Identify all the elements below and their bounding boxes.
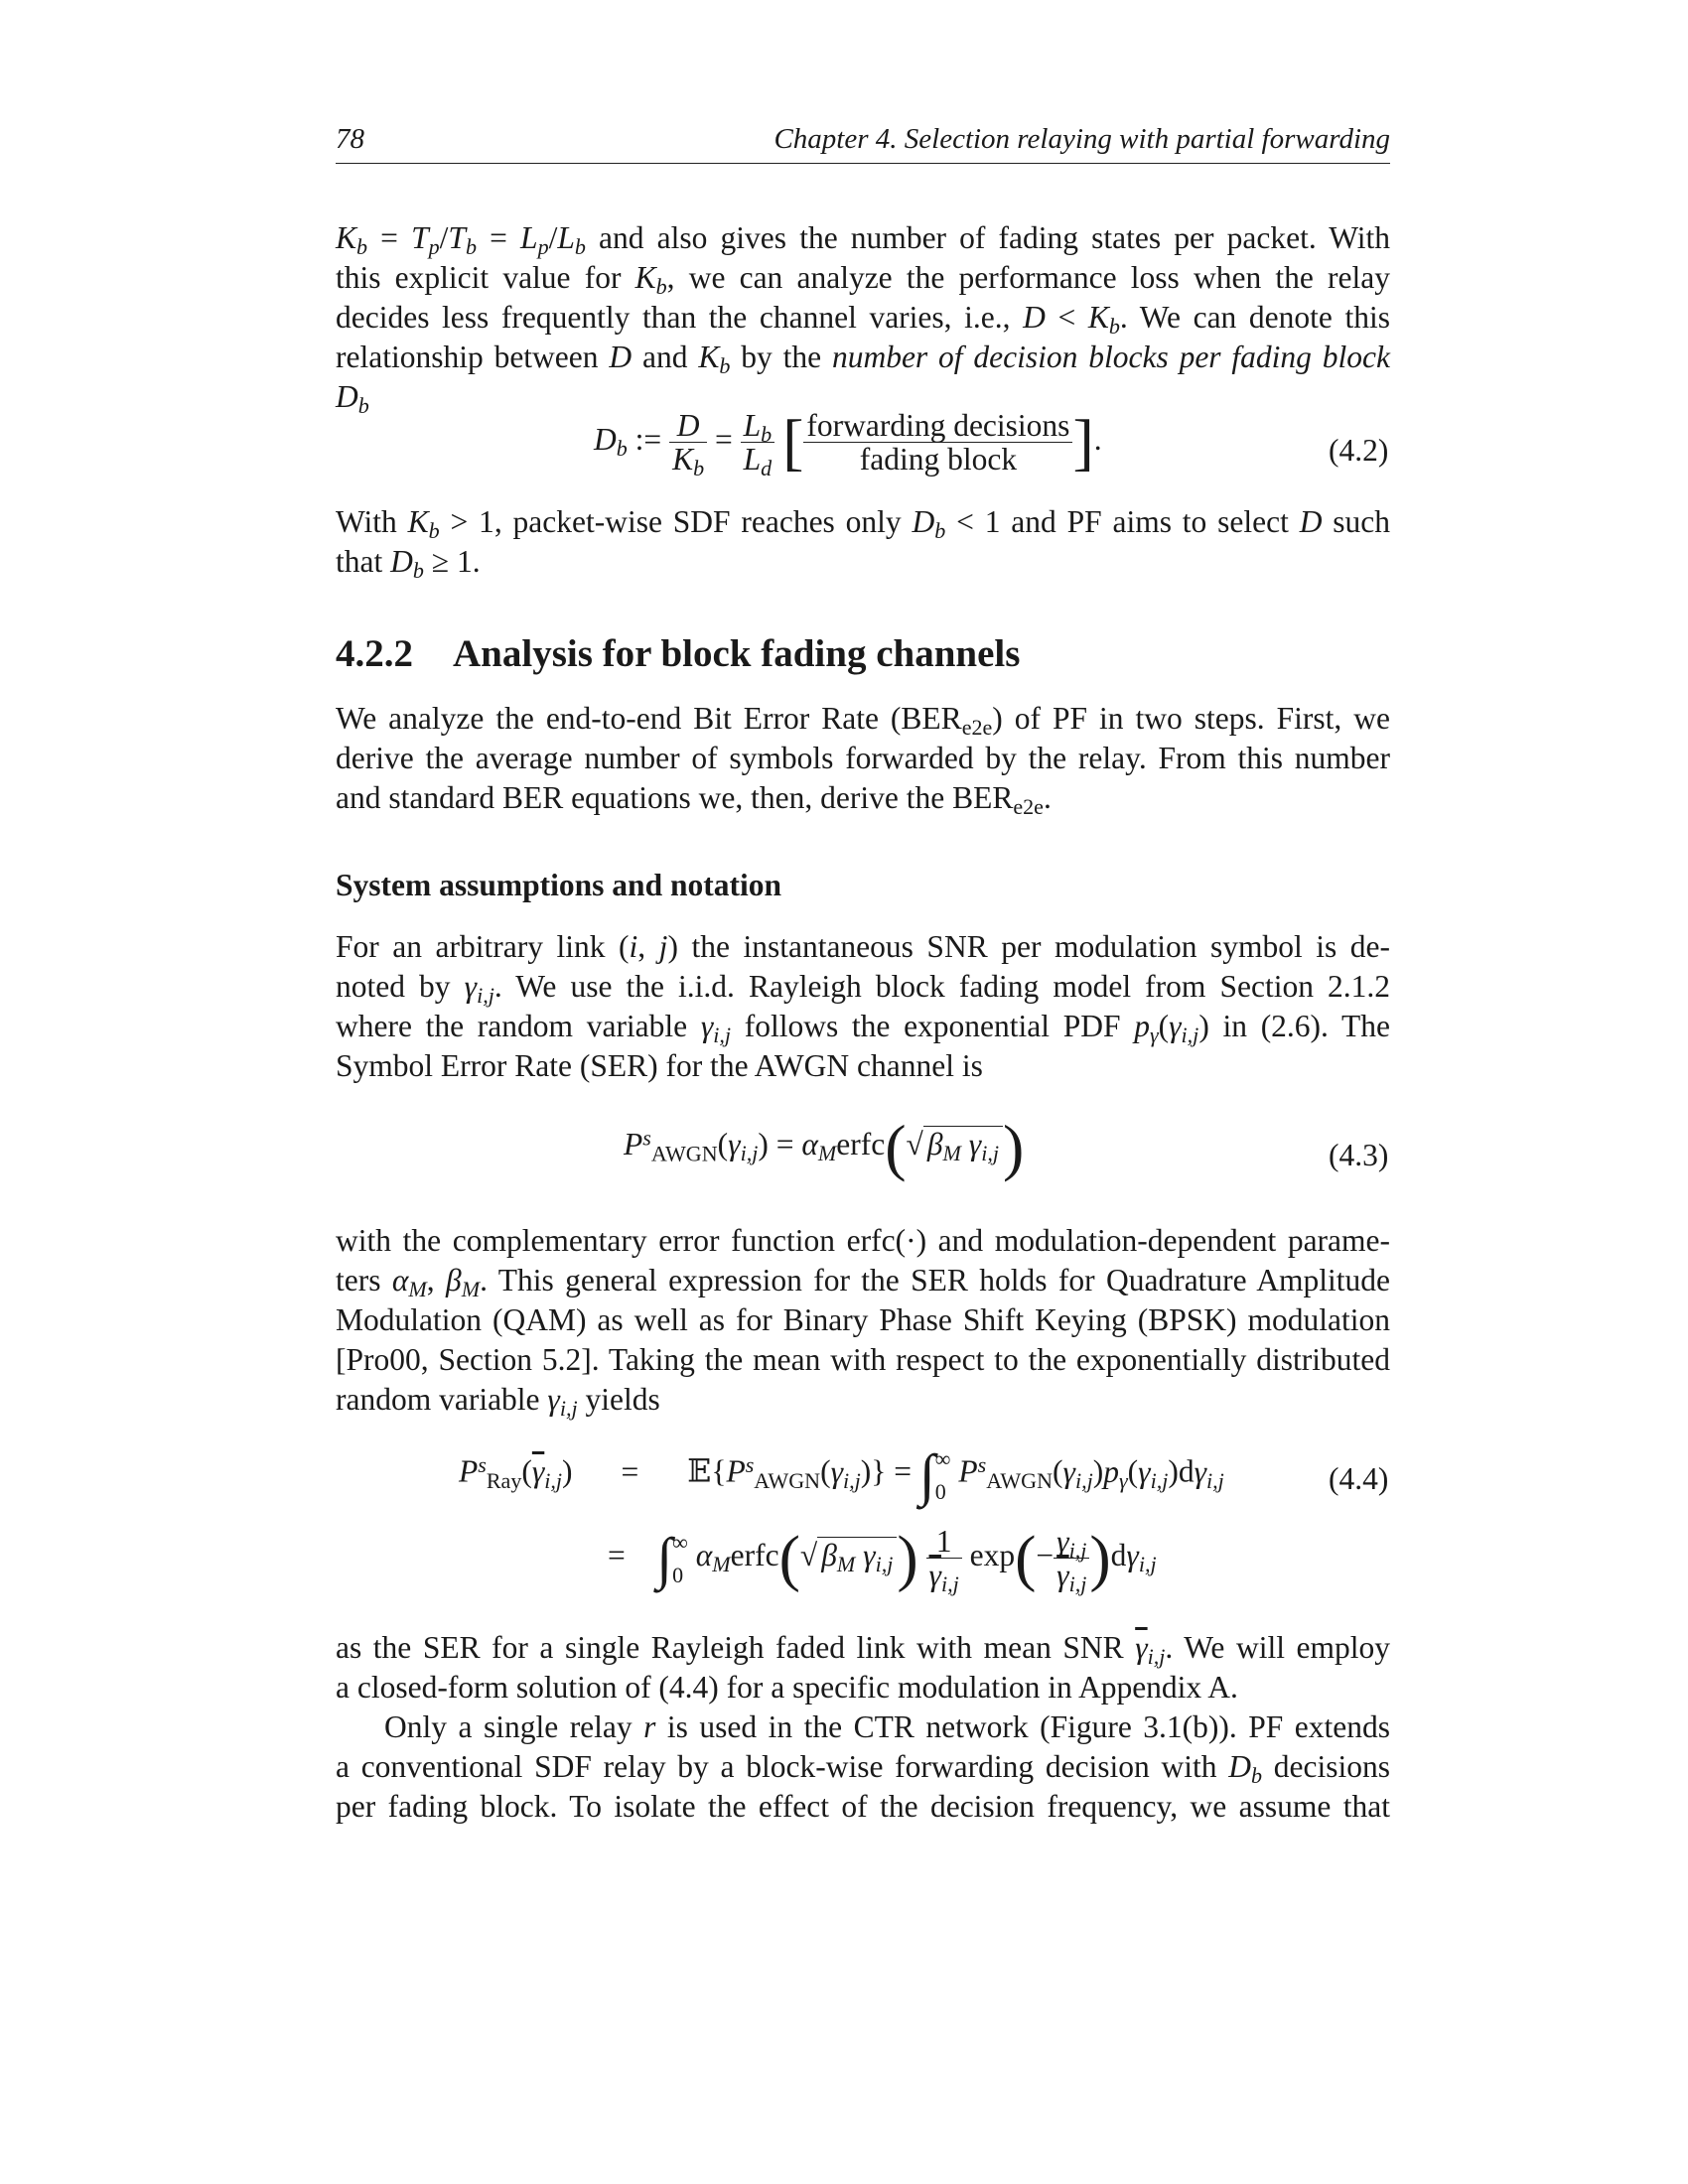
equation-4-4-line-2: = ∫∞ 0 $\alpha_Merfc(√$ $\beta_M$ $\gamma_{i,j}$) $\frac{1}{\overline{\gamma}_{i,j}}$ exp(− $\frac{\gamma_{i,j}}{\overline{\gamma}_{i,j}}$ )$d\gamma_{i,j}$ [608,1522,1157,1597]
subsection-heading: System assumptions and notation [336,868,781,902]
equation-number-4-4: (4.4) [1329,1461,1389,1496]
equation-4-4-line-1: $P^s_{Ray}(\overline{\gamma}_{i,j})$ = $𝔼\{P^s_{AWGN}(\gamma_{i,j})\}$ = ∫∞ 0 $P^s_{AWGN}(\gamma_{i,j})p_\gamma(\gamma_{i,j})d\gamma_{i,j}$ [459,1442,1224,1507]
paragraph-analysis: We analyze the end-to-end Bit Error Rate $(BER_{e2e})$ of PF in two steps. First, we derive the average number of symbols forwarded by the relay. From this number and standard BER equations we, then, derive the $BER_{e2e}$. [336,701,1390,820]
paragraph-db: With $K_b > 1$, packet-wise SDF reaches only $D_b < 1$ and PF aims to select D such that $D_b \ge 1$. [336,504,1391,584]
paragraph-system: For an arbitrary link (i, j) the instantaneous SNR per modulation symbol is de- noted by $\gamma_{i,j}$. We use the i.i.d. Rayleigh block fading model from Section 2.1.2 where the random variable $\gamma_{i,j}$ follows the exponential PDF $p_\gamma(\gamma_{i,j})$ in (2.6). The Symbol Error Rate (SER) for the AWGN channel is [336,929,1391,1083]
equation-4-3: $P^s_{AWGN}(\gamma_{i,j})$ = $\alpha_Merfc(√$ $\beta_M$ $\gamma_{i,j}$) [624,1112,1025,1182]
running-header [336,119,1390,164]
paragraph-ser-rayleigh: as the SER for a single Rayleigh faded link with mean SNR $\overline{\gamma}_{i,j}$. We will employ a closed-form solution of (4.4) for a specific modulation in Appendix A. [336,1630,1390,1705]
paragraph-relay: Only a single relay r is used in the CTR network (Figure 3.1(b)). PF extends a conventional SDF relay by a block-wise forwarding decision with $D_b$ decisions per fading block. To isolate the effect of the decision frequency, we assume that [336,1709,1391,1824]
chapter-title: Chapter 4. Selection relaying with partial forwarding [774,123,1390,155]
paragraph-erfc: with the complementary error function erfc(·) and modulation-dependent parame- ters $\alpha_M$, $\beta_M$. This general expression for the SER holds for Quadrature Amplitude Modulation (QAM) as well as for Binary Phase Shift Keying (BPSK) modulation [Pro00, Section 5.2]. Taking the mean with respect to the exponentially distributed random variable $\gamma_{i,j}$ yields [336,1223,1391,1422]
section-heading: 4.2.2 Analysis for block fading channels [336,632,1021,675]
page-number: 78 [336,123,364,155]
equation-number-4-3: (4.3) [1329,1138,1389,1172]
equation-number-4-2: (4.2) [1329,433,1389,468]
paragraph-intro: $K_b = T_p/T_b = L_p/L_b$ and also gives the number of fading states per packet. With this explicit value for $K_b$, we can analyze the performance loss when the relay decides less frequently than the channel varies, i.e., $D < K_b$. We can denote this relationship between D and $K_b$ by the number of decision blocks per fading block $D_b$ [336,220,1391,419]
equation-4-2: $D_b$ := $\frac{D}{K_b}$ = $\frac{L_b}{L_d}$ [ $\frac{\text{forwarding decisions}}{\text{fading block}}$ ]. [594,406,1102,481]
